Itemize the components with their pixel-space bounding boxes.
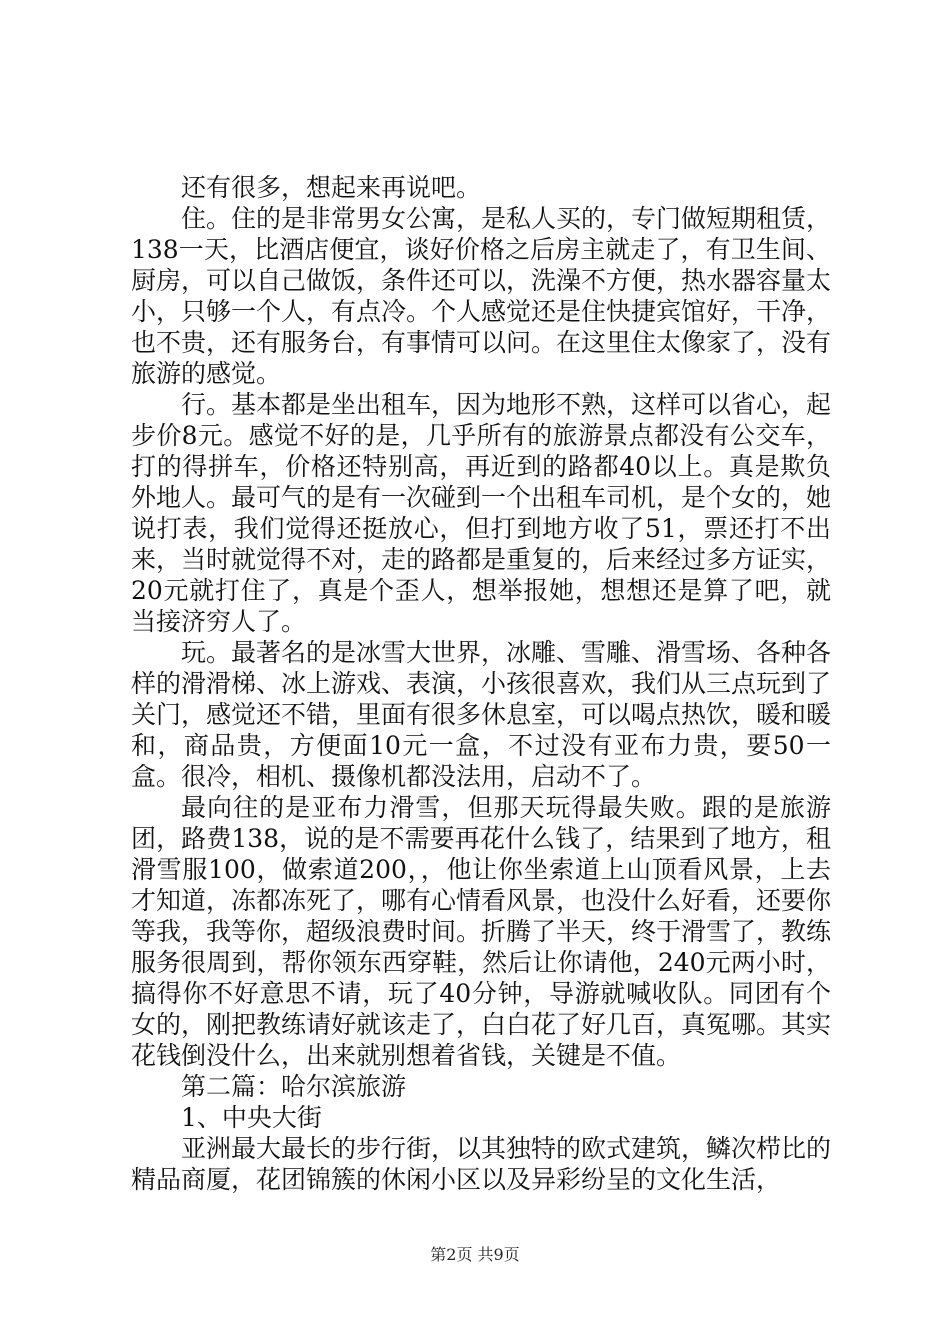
document-body (131, 172, 831, 1195)
page-footer: 第2页 共9页 (430, 1245, 520, 1264)
section-heading: 第二篇：哈尔滨旅游 (181, 1072, 407, 1101)
paragraph: 住。住的是非常男女公寓，是私人买的，专门做短期租赁，138一天，比酒店便宜，谈好价格之后房主就走了，有卫生间、厨房，可以自己做饭，条件还可以，洗澡不方便，热水器容量太小，只够一个人，有点冷。个人感觉还是住快捷宾馆好，干净，也不贵，还有服务台，有事情可以问。在这里住太像家了，没有旅游的感觉。 (131, 204, 832, 388)
paragraph: 最向往的是亚布力滑雪，但那天玩得最失败。跟的是旅游团，路费138，说的是不需要再花什么钱了，结果到了地方，租滑雪服100，做索道200，，他让你坐索道上山顶看风景，上去才知道，冻都冻死了，哪有心情看风景，也没什么好看，还要你等我，我等你，超级浪费时间。折腾了半天，终于滑雪了，教练服务很周到，帮你领东西穿鞋，然后让你请他，240元两小时，搞得你不好意思不请，玩了40分钟，导游就喊收队。同团有个女的，刚把教练请好就该走了，白白花了好几百，真冤哪。其实花钱倒没什么，出来就别想着省钱，关键是不值。 (131, 793, 832, 1070)
paragraph: 玩。最著名的是冰雪大世界，冰雕、雪雕、滑雪场、各种各样的滑滑梯、冰上游戏、表演，小孩很喜欢，我们从三点玩到了关门，感觉还不错，里面有很多休息室，可以喝点热饮，暖和暖和，商品贵，方便面10元一盒，不过没有亚布力贵，要50一盒。很冷，相机、摄像机都没法用，启动不了。 (131, 638, 832, 791)
paragraph: 还有很多，想起来再说吧。 (181, 173, 482, 202)
sub-heading: 1、中央大街 (181, 1103, 322, 1132)
paragraph: 亚洲最大最长的步行街，以其独特的欧式建筑，鳞次栉比的精品商厦，花团锦簇的休闲小区以及异彩纷呈的文化生活， (131, 1134, 832, 1194)
paragraph: 行。基本都是坐出租车，因为地形不熟，这样可以省心，起步价8元。感觉不好的是，几乎所有的旅游景点都没有公交车，打的得拼车，价格还特别高，再近到的路都40以上。真是欺负外地人。最可气的是有一次碰到一个出租车司机，是个女的，她说打表，我们觉得还挺放心，但打到地方收了51，票还打不出来，当时就觉得不对，走的路都是重复的，后来经过多方证实，20元就打住了，真是个歪人，想举报她，想想还是算了吧，就当接济穷人了。 (131, 390, 832, 636)
